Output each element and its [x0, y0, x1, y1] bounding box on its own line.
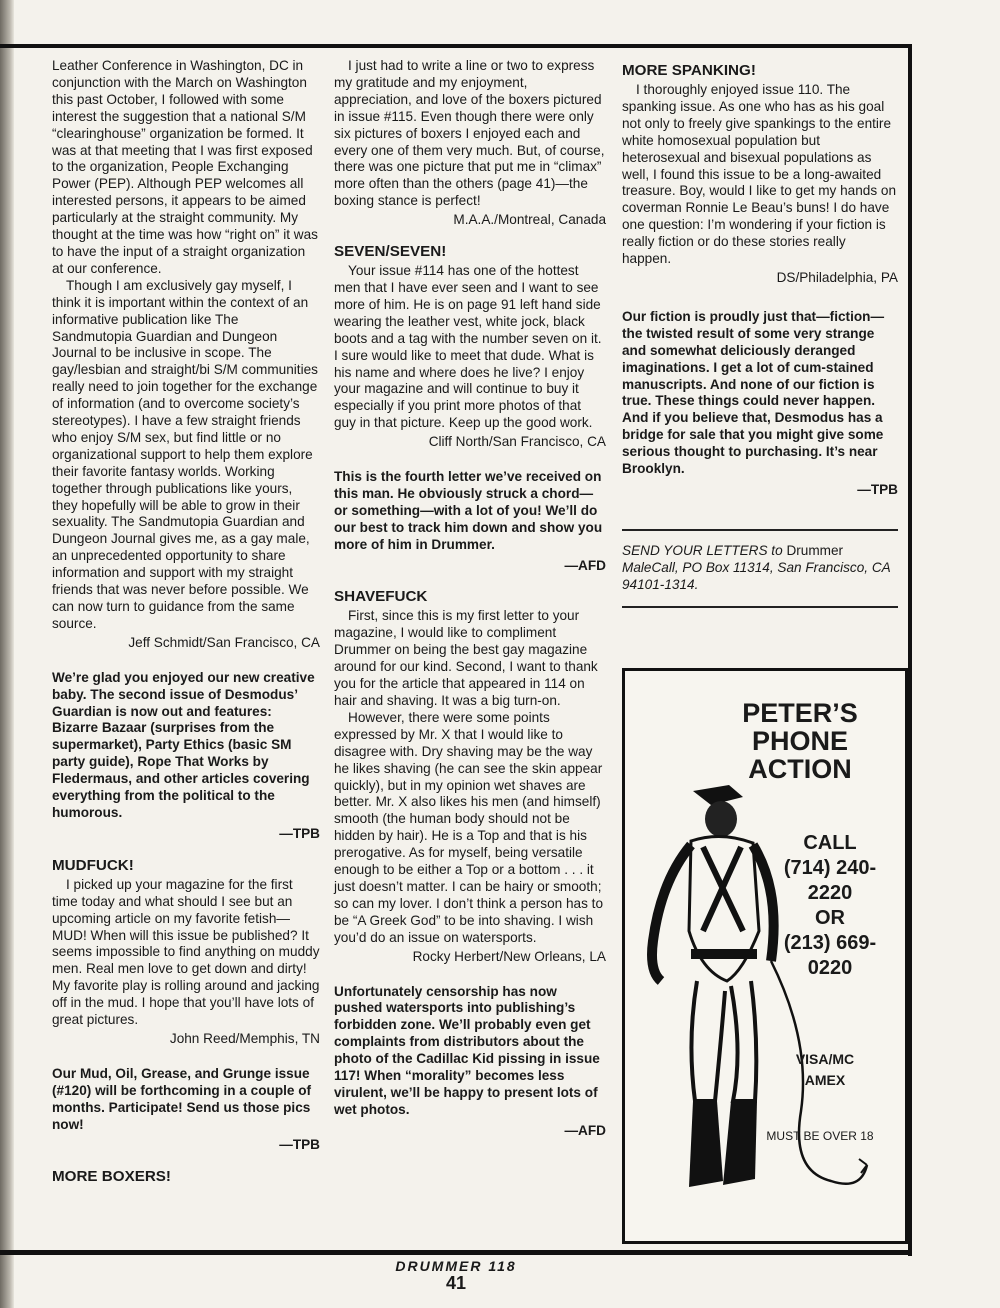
- letter-heading: MORE BOXERS!: [52, 1168, 171, 1186]
- submission-prefix: SEND YOUR LETTERS to: [622, 542, 783, 558]
- ad-call-label: CALL: [803, 832, 857, 854]
- reply-signature: —AFD: [564, 1122, 606, 1138]
- reply-text: This is the fourth letter we’ve received on this man. He obviously struck a chord—or something—with a lot of you! We’ll do our best to track him down and show you more of him in Drummer.: [334, 469, 603, 552]
- column-right: [622, 58, 898, 620]
- letter-text: I just had to write a line or two to express my gratitude and my enjoyment, appreciation, and love of the boxers pictured in issue #115. Even though there were only six pictures of boxers I enjoyed each and every one of them very much. But, of course, there was one picture that put me in “climax” more often than the others (page 41)—the boxing stance is perfect!: [334, 58, 605, 209]
- letter-heading: MORE SPANKING!: [622, 62, 756, 79]
- divider: [622, 606, 898, 608]
- column-left: [52, 58, 320, 1188]
- letter-text: First, since this is my first letter to your magazine, I would like to compliment Drummer on being the best gay magazine around for our kind. Second, I want to thank you for the article that appeared in 114 on hair and shaving. It was a big turn-on.: [334, 608, 598, 708]
- letter-text: However, there were some points expressed by Mr. X that I would like to disagree with. Dry shaving may be the way he likes shaving (he can see the skin appear quickly), but in my opinion wet shaves are better. Mr. X also likes his men (and himself) smooth (the human body should not be hidden by hair). He is a Top and that is his prerogative. As for myself, being versatile enough to be either a Top or a bottom . . . it just doesn’t matter. I can be hairy or smooth; so can my lover. I don’t think a person has to be “A Greek God” to be into shaving. I wish you’d do an issue on watersports.: [334, 709, 604, 945]
- reply-text: Our fiction is proudly just that—fiction—the twisted result of some very strange and somewhat deliciously deranged imaginations. I get a lot of cum-stained manuscripts. And none of our fiction is true. These things could never happen. And if you believe that, Desmodus has a bridge for sale that you might give some serious thought to purchasing. It’s near Brooklyn.: [622, 308, 885, 477]
- letter-signature: Cliff North/San Francisco, CA: [428, 434, 606, 450]
- page-footer: [0, 1258, 912, 1292]
- right-rule: [908, 44, 912, 1256]
- phone-ad: [622, 668, 908, 1244]
- editor-reply: [622, 309, 898, 499]
- letter-signature: Rocky Herbert/New Orleans, LA: [412, 948, 606, 964]
- ad-payment-block: [775, 1049, 875, 1091]
- ad-age-notice: MUST BE OVER 18: [766, 1129, 874, 1143]
- letter-heading: SHAVEFUCK: [334, 588, 428, 606]
- ad-payment-amex: AMEX: [804, 1072, 846, 1088]
- letter-text: I picked up your magazine for the first time today and what should I see but an upcoming article on my favorite fetish—MUD! When will this issue be published? It seems impossible to find anything on muddy men. Real men love to get down and dirty! My favorite play is rolling around and jacking off in the mud. I hope that you’ll have lots of great pictures.: [52, 876, 320, 1028]
- letter-text: Your issue #114 has one of the hottest men that I have ever seen and I want to see more of him. He is on page 91 left hand side wearing the leather vest, white jock, black boots and a tag with the number seven on it. I sure would like to meet that dude. What is his name and where does he live? I enjoy your magazine and will continue to buy it especially if you print more photos of that guy in that picture. Keep up the good work.: [334, 263, 602, 431]
- letter-text: Though I am exclusively gay myself, I think it is important within the context of an informative publication like The Sandmutopia Guardian and Dungeon Journal to be inclusive in scope. The gay/lesbian and straight/bi S/M communities really need to join together for the exchange of information (and to overcome society’s stereotypes). I have a few straight friends who enjoy S/M sex, but find little or no organizational support to help them explore their favorite fantasy worlds. Working together through publications like yours, they hopefully will be able to grow in their sexuality. The Sandmutopia Guardian and Dungeon Journal gives me, as a gay male, an unprecedented opportunity to share information and support with my straight friends that was never before possible. We can now turn to guidance from the same source.: [52, 277, 318, 631]
- ad-title: PETER’S PHONE ACTION: [742, 698, 858, 784]
- reply-signature: —TPB: [857, 481, 898, 497]
- reply-text: Unfortunately censorship has now pushed watersports into publishing’s forbidden zone. We’ll probably even get complaints from distributors about the photo of the Cadillac Kid pissing in issue 117! When “morality” becomes less virulent, we’ll be happy to present lots of wet photos.: [334, 983, 600, 1117]
- editor-reply: [52, 670, 320, 843]
- page-gutter-shadow: [0, 0, 14, 1308]
- ad-phone-block: [765, 831, 895, 981]
- editor-reply: [334, 984, 606, 1140]
- editor-reply: [334, 469, 606, 574]
- letter-signature: DS/Philadelphia, PA: [776, 269, 898, 285]
- letter-signature: John Reed/Memphis, TN: [169, 1030, 320, 1046]
- letter-signature: Jeff Schmidt/San Francisco, CA: [128, 634, 320, 650]
- reply-text: We’re glad you enjoyed our new creative baby. The second issue of Desmodus’ Guardian is now out and features: Bizarre Bazaar (surprises from the supermarket), Party Ethics (basic SM party guide), Rope That Works by Fledermaus, and other articles covering everything from the political to the humorous.: [52, 669, 315, 820]
- ad-phone-2: (213) 669-0220: [783, 932, 877, 979]
- reply-signature: —AFD: [564, 557, 606, 573]
- submission-mailing: MaleCall, PO Box 11314, San Francisco, CA 94101-1314.: [622, 559, 891, 592]
- reply-signature: —TPB: [279, 825, 320, 841]
- letter-text: Leather Conference in Washington, DC in conjunction with the March on Washington this past October, I followed with some interest the suggestion that a national S/M “clearinghouse” organization be formed. It was at that meeting that I was first exposed to the organization, People Exchanging Power (PEP). Although PEP welcomes all interested persons, it appears to be aimed particularly at the straight community. My thought at the time was how “right on” it was to have the input of a straight organization at our conference.: [52, 58, 318, 276]
- page-number: 41: [445, 1273, 467, 1293]
- bottom-rule: [0, 1250, 912, 1255]
- letter-heading: SEVEN/SEVEN!: [334, 243, 447, 261]
- column-middle: [334, 58, 606, 1140]
- top-rule: [0, 44, 912, 48]
- ad-or-label: OR: [815, 907, 845, 929]
- editor-reply: [52, 1066, 320, 1155]
- ad-payment-cards: VISA/MC: [795, 1051, 855, 1067]
- submission-address: [622, 543, 898, 594]
- submission-magazine: Drummer: [786, 542, 844, 558]
- letter-text: I thoroughly enjoyed issue 110. The spanking issue. As one who has as his goal not only to freely give spankings to the entire white homosexual population but heterosexual and bisexual populations as well, I found this issue to be a long-awaited treasure. Boy, would I like to get my hands on coverman Ronnie Le Beau’s buns! I do have one question: I’m wondering if your fiction is really fiction or do these stories really happen.: [622, 82, 897, 267]
- letter-signature: M.A.A./Montreal, Canada: [453, 212, 606, 228]
- magazine-issue: DRUMMER 118: [395, 1258, 517, 1274]
- reply-signature: —TPB: [279, 1137, 320, 1153]
- reply-text: Our Mud, Oil, Grease, and Grunge issue (#120) will be forthcoming in a couple of months. Participate! Send us those pics now!: [52, 1065, 312, 1132]
- ad-phone-1: (714) 240-2220: [783, 857, 877, 904]
- divider: [622, 529, 898, 531]
- letter-heading: MUDFUCK!: [52, 856, 134, 874]
